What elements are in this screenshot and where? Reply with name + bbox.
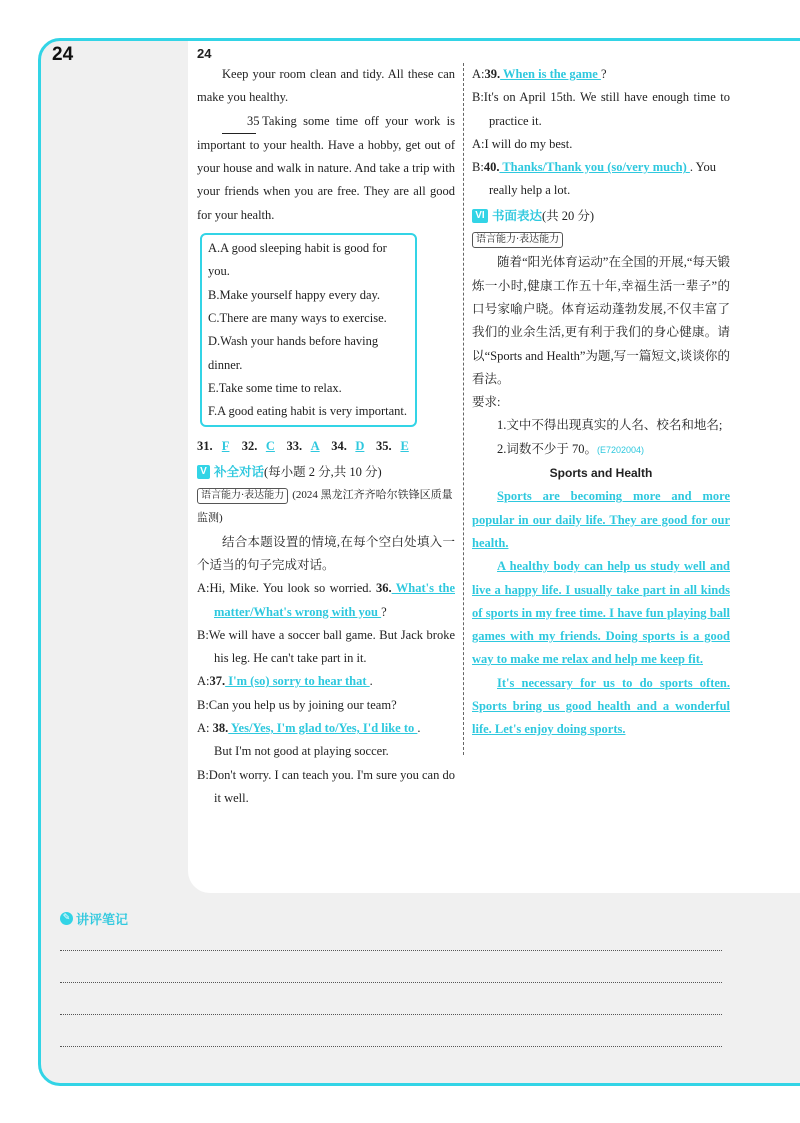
requirement-1: 1.文中不得出现真实的人名、校名和地名; (497, 418, 723, 433)
answer-38: Yes/Yes, I'm glad to/Yes, I'd like to (228, 721, 418, 736)
blank-35: 35 (222, 110, 256, 134)
notes-title (60, 909, 128, 928)
dialog-line-3 (197, 670, 455, 693)
section-6-badge: VI (472, 209, 488, 223)
option-c: C.There are many ways to exercise. (208, 310, 387, 325)
dialog-line-5 (197, 717, 455, 764)
option-e: E.Take some time to relax. (208, 380, 342, 395)
dialog-line-1-end: ? (381, 604, 387, 619)
option-d: D.Wash your hands before having dinner. (208, 334, 379, 372)
page-number: 24 (52, 44, 74, 65)
essay-paragraph-3: It's necessary for us to do sports often. Sports bring us good health and a wonderful life. Let's enjoy doing sports. (472, 675, 730, 737)
dialog-line-9: A:I will do my best. (472, 136, 573, 151)
requirement-2 (472, 438, 730, 462)
essay-paragraph-1: Sports are becoming more and more popular in our daily life. They are good for our health. (472, 489, 730, 550)
paragraph-2 (197, 110, 455, 227)
dialog-line-8: B:It's on April 15th. We still have enough time to practice it. (472, 90, 730, 128)
writing-prompt: 随着“阳光体育运动”在全国的开展,“每天锻炼一小时,健康工作五十年,幸福生活一辈子”的口号家喻户晓。体育运动蓬勃发展,不仅丰富了我们的业余生活,更有利于我们的身心健康。请以“Sports and Health”为题,写一篇短文,谈谈你的看法。 (472, 255, 730, 386)
dialog-line-7-end: ? (600, 67, 607, 81)
q36-num: 36. (376, 581, 392, 596)
dialog-line-3-speaker: A: (197, 674, 210, 689)
dialog-line-10 (472, 156, 730, 203)
skill-tag-2: 语言能力·表达能力 (472, 232, 563, 248)
dialog-line-6: B:Don't worry. I can teach you. I'm sure you can do it well. (197, 767, 455, 805)
answer-num-33: 33. (286, 439, 303, 454)
answer-num-35: 35. (376, 439, 392, 454)
dialog-line-5-speaker: A: (197, 721, 213, 736)
q38-num: 38. (212, 721, 229, 736)
dialog-line-7 (472, 63, 730, 86)
dialog-line-7-speaker: A: (472, 67, 485, 81)
answer-39: When is the game (500, 67, 601, 81)
dialog-line-5-end: . (417, 721, 421, 736)
section-6-meta (472, 228, 730, 251)
option-b: B.Make yourself happy every day. (208, 287, 381, 302)
section-6-score: (共 20 分) (542, 208, 595, 223)
dialog-line-10-end: . You really help a lot. (489, 160, 716, 198)
requirements-label: 要求: (472, 395, 501, 410)
essay-paragraph-2: A healthy body can help us study well and live a happy life. I usually take part in all kinds of sports in my free time. I have fun playing ball games with my friends. Doing sports is a good way to make me relax and help me keep fit. (472, 559, 730, 667)
answer-num-31: 31. (197, 439, 213, 454)
dialog-line-1-text: A:Hi, Mike. You look so worried. (197, 581, 376, 596)
question-code: (E7202004) (597, 444, 645, 455)
skill-tag: 语言能力·表达能力 (197, 488, 288, 504)
answer-32: C (265, 439, 275, 454)
right-column (472, 63, 730, 742)
section-5-score: (每小题 2 分,共 10 分) (264, 464, 382, 479)
pen-icon: ✎ (60, 912, 73, 925)
answer-36: What's the matter/What's wrong with you (214, 581, 455, 619)
paragraph-1: Keep your room clean and tidy. All these can make you healthy. (197, 67, 455, 105)
options-box (200, 233, 417, 427)
note-line[interactable] (60, 950, 722, 951)
note-line[interactable] (60, 1046, 722, 1047)
section-5-meta (197, 484, 455, 531)
option-a: A.A good sleeping habit is good for you. (208, 241, 387, 279)
notes-label: 讲评笔记 (76, 913, 129, 928)
column-divider (463, 63, 464, 755)
answer-37: I'm (so) sorry to hear that (225, 674, 370, 689)
answer-num-32: 32. (241, 439, 258, 454)
section-6-name: 书面表达 (492, 208, 543, 223)
dialog-line-1 (197, 577, 455, 624)
answer-31: F (221, 439, 230, 454)
section-5-name: 补全对话 (214, 464, 265, 479)
answer-row (197, 435, 455, 458)
answer-40: Thanks/Thank you (so/very much) (499, 160, 690, 175)
section-6-title (472, 205, 730, 228)
answer-35: E (400, 439, 409, 454)
header-page-number: 24 (197, 46, 212, 61)
section-5-title (197, 461, 455, 484)
answer-num-34: 34. (331, 439, 347, 454)
answer-34: D (355, 439, 365, 454)
source-note: (2024 黑龙江齐齐哈尔铁锋区质量监测) (197, 489, 453, 525)
dialog-line-5-cont: But I'm not good at playing soccer. (214, 744, 389, 759)
dialog-line-3-end: . (369, 674, 373, 689)
dialog-line-2: B:We will have a soccer ball game. But Jack broke his leg. He can't take part in it. (197, 627, 455, 666)
paragraph-2-text: Taking some time off your work is important to your health. Have a hobby, get out of your house and walk in nature. And take a trip with your friends when you are free. They are all good for your health. (197, 113, 455, 222)
option-f: F.A good eating habit is very important. (208, 404, 407, 419)
dialog-line-10-speaker: B: (472, 160, 484, 175)
left-column (197, 63, 455, 810)
q39-num: 39. (484, 67, 501, 81)
answer-33: A (310, 439, 320, 454)
dialog-line-4: B:Can you help us by joining our team? (197, 697, 397, 712)
section-5-badge: V (197, 465, 210, 479)
note-line[interactable] (60, 1014, 722, 1015)
essay (472, 485, 730, 741)
requirement-2-text: 2.词数不少于 70。 (497, 441, 598, 456)
note-line[interactable] (60, 982, 722, 983)
section-5-instruction: 结合本题设置的情境,在每个空白处填入一个适当的句子完成对话。 (197, 534, 455, 572)
q40-num: 40. (483, 160, 500, 175)
essay-title: Sports and Health (549, 466, 653, 481)
q37-num: 37. (209, 674, 226, 689)
